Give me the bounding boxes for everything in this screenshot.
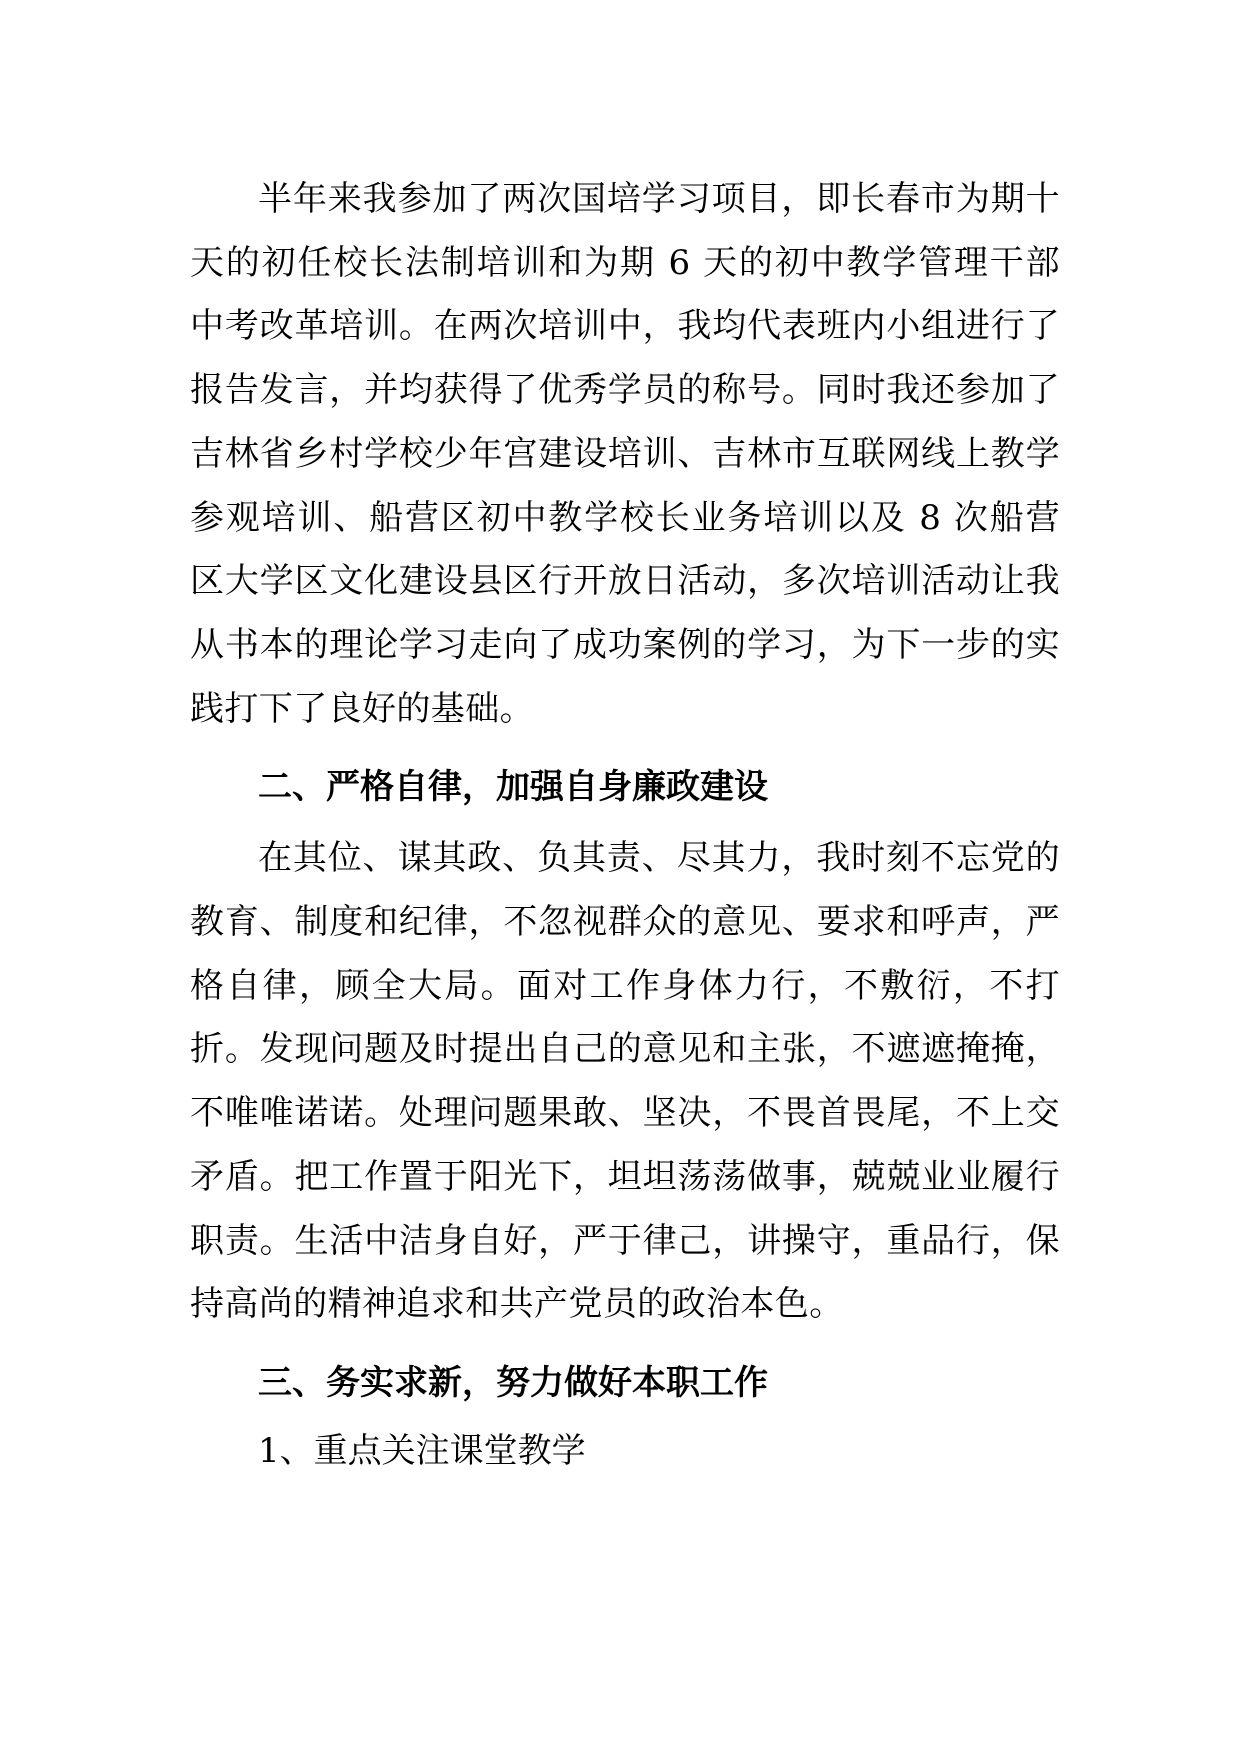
subsection-heading: 1、重点关注课堂教学 bbox=[258, 1430, 586, 1471]
section-heading: 三、务实求新，努力做好本职工作 bbox=[258, 1362, 768, 1403]
body-paragraph: 在其位、谋其政、负其责、尽其力，我时刻不忘党的教育、制度和纪律，不忽视群众的意见、要求和呼声，严格自律，顾全大局。面对工作身体力行，不敷衍，不打折。发现问题及时提出自己的意见和主张，不遮遮掩掩，不唯唯诺诺。处理问题果敢、坚决，不畏首畏尾，不上交矛盾。把工作置于阳光下，坦坦荡荡做事，兢兢业业履行职责。生活中洁身自好，严于律己，讲操守，重品行，保持高尚的精神追求和共产党员的政治本色。 bbox=[190, 838, 1060, 1325]
body-paragraph: 半年来我参加了两次国培学习项目，即长春市为期十天的初任校长法制培训和为期 6 天的初中教学管理干部中考改革培训。在两次培训中，我均代表班内小组进行了报告发言，并均获得了优秀学员的称号。同时我还参加了吉林省乡村学校少年宫建设培训、吉林市互联网线上教学参观培训、船营区初中教学校长业务培训以及 8 次船营区大学区文化建设县区行开放日活动，多次培训活动让我从书本的理论学习走向了成功案例的学习，为下一步的实践打下了良好的基础。 bbox=[190, 179, 1060, 729]
document-page bbox=[190, 168, 1060, 1481]
section-heading: 二、严格自律，加强自身廉政建设 bbox=[258, 767, 768, 808]
